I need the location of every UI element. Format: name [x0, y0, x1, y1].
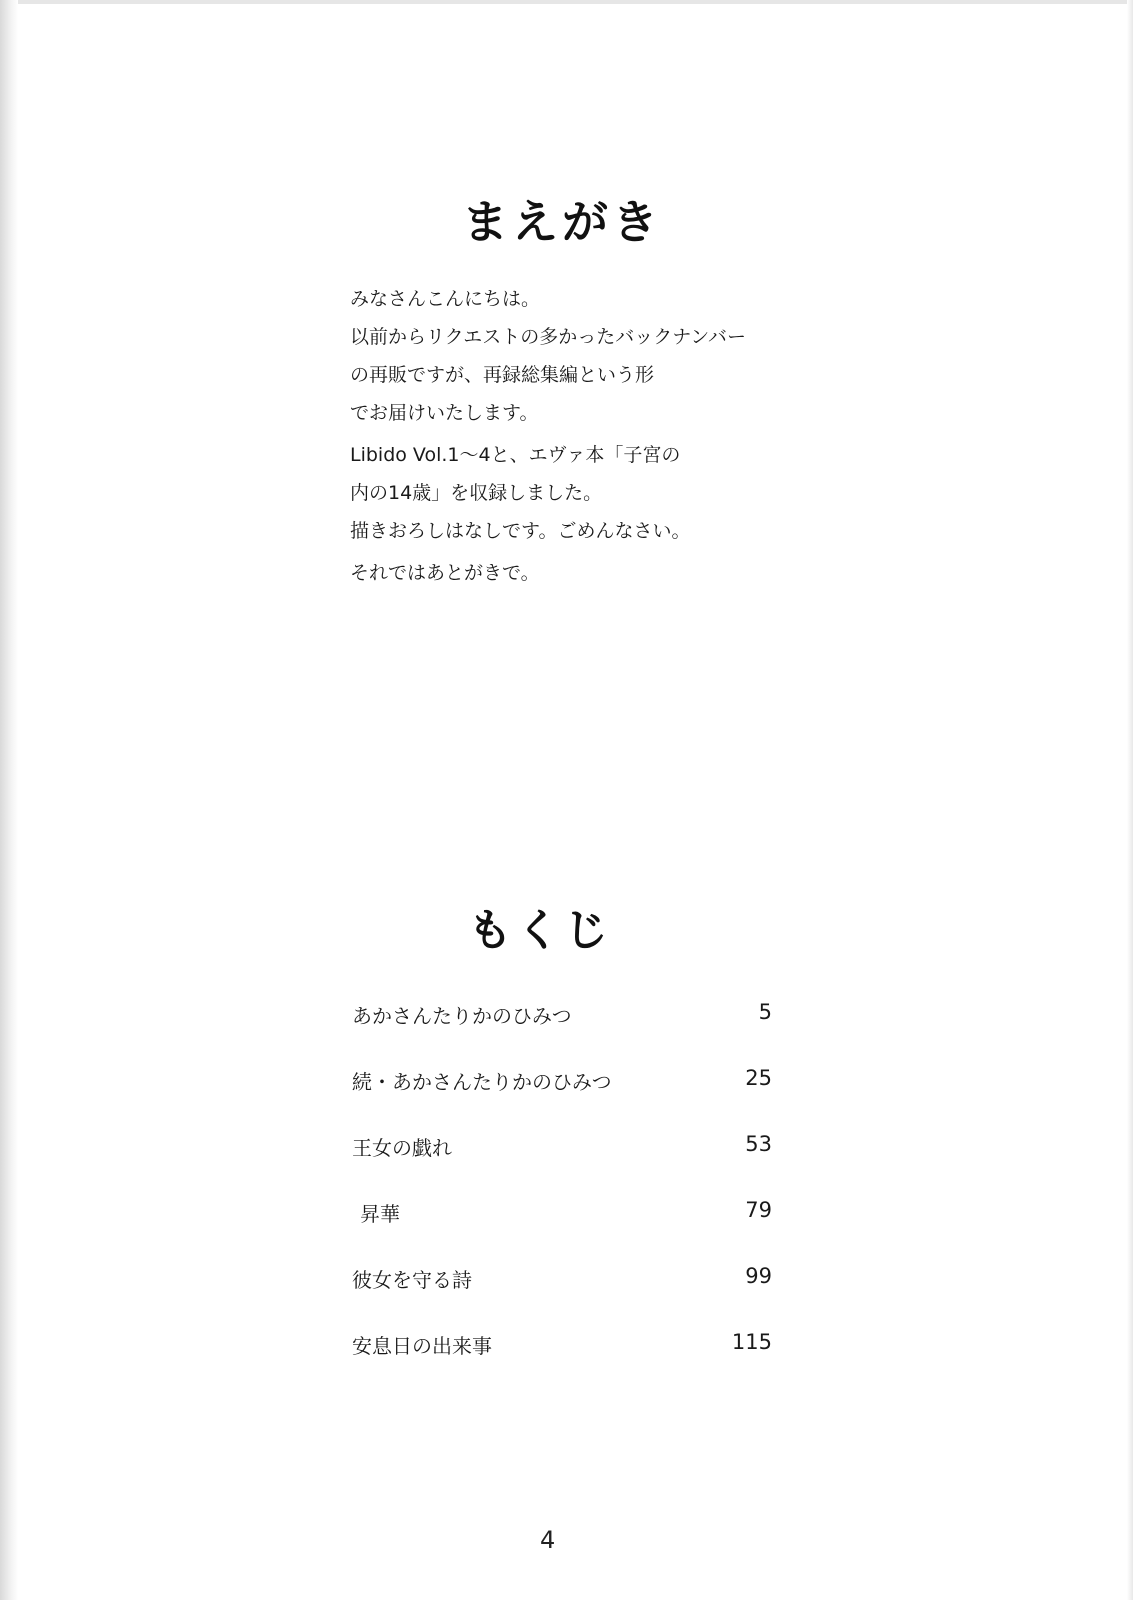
toc-entry-page: 5	[758, 1000, 772, 1024]
preface-line: でお届けいたします。	[350, 402, 539, 424]
toc-entry	[352, 1132, 772, 1198]
toc-title: もくじ	[468, 905, 612, 956]
toc-entry-title: 彼女を守る詩	[352, 1268, 472, 1292]
toc-entry	[352, 1066, 772, 1132]
page-number: 4	[540, 1526, 556, 1554]
preface-line: みなさんこんにちは。	[350, 288, 541, 310]
toc-entry-page: 25	[745, 1066, 772, 1090]
preface-line: Libido Vol.1～4と、エヴァ本「子宮の	[350, 444, 681, 466]
scan-top-edge	[0, 0, 1133, 4]
scan-right-edge	[1127, 0, 1133, 1600]
toc-entry	[352, 1330, 772, 1396]
preface-line: の再販ですが、再録総集編という形	[350, 364, 655, 386]
toc-list	[352, 1000, 772, 1396]
toc-entry-page: 79	[745, 1198, 772, 1222]
toc-entry	[352, 1000, 772, 1066]
toc-entry-page: 53	[745, 1132, 772, 1156]
toc-entry	[352, 1264, 772, 1330]
scan-left-edge	[0, 0, 18, 1600]
toc-entry-title: 安息日の出来事	[352, 1334, 492, 1358]
preface-line: それではあとがきで。	[350, 562, 540, 584]
preface-line: 以前からリクエストの多かったバックナンバー	[350, 326, 746, 348]
toc-entry-page: 99	[745, 1264, 772, 1288]
toc-entry-title: 続・あかさんたりかのひみつ	[352, 1070, 612, 1094]
toc-entry-title: あかさんたりかのひみつ	[352, 1004, 572, 1028]
preface-body	[350, 280, 790, 592]
toc-entry	[352, 1198, 772, 1264]
toc-entry-page: 115	[731, 1330, 772, 1354]
preface-title: まえがき	[462, 195, 662, 249]
toc-entry-title: 王女の戯れ	[352, 1136, 452, 1160]
preface-line: 描きおろしはなしです。ごめんなさい。	[350, 520, 691, 542]
preface-line: 内の14歳」を収録しました。	[350, 482, 603, 504]
toc-entry-title: 昇華	[360, 1202, 400, 1226]
